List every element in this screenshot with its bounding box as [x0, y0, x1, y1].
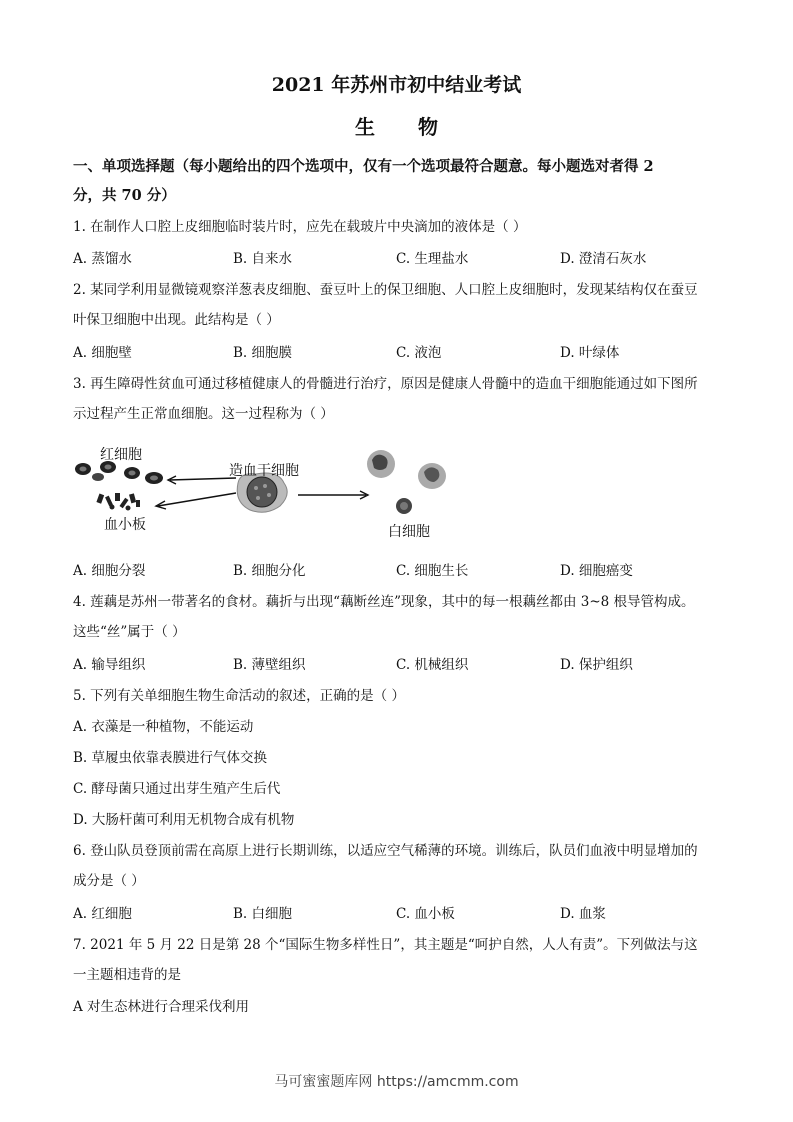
q4-option-a: A. 输导组织 — [73, 657, 146, 673]
q2-option-a: A. 细胞壁 — [73, 345, 132, 361]
question-7-stem-line1: 7. 2021 年 5 月 22 日是第 28 个“国际生物多样性日”，其主题是“呵护自然，人人有责”。下列做法与这 — [73, 937, 698, 953]
q5-option-b: B. 草履虫依靠表膜进行气体交换 — [73, 750, 268, 766]
q7-option-a: A 对生态林进行合理采伐利用 — [73, 999, 250, 1015]
q5-option-d: D. 大肠杆菌可利用无机物合成有机物 — [73, 812, 295, 828]
question-2-stem-line1: 2. 某同学利用显微镜观察洋葱表皮细胞、蚕豆叶上的保卫细胞、人口腔上皮细胞时，发现某结构仅在蚕豆 — [73, 282, 698, 298]
label-stem-cell: 造血干细胞 — [229, 463, 299, 479]
subject-title: 生 物 — [355, 115, 456, 139]
q5-option-a: A. 衣藻是一种植物，不能运动 — [73, 719, 254, 735]
label-white-blood-cell: 白细胞 — [388, 524, 430, 540]
question-5-stem: 5. 下列有关单细胞生物生命活动的叙述，正确的是（ ） — [73, 688, 405, 704]
q3-option-b: B. 细胞分化 — [233, 563, 306, 579]
section-heading-line1: 一、单项选择题（每小题给出的四个选项中，仅有一个选项最符合题意。每小题选对者得 2 — [73, 158, 654, 175]
question-2-stem-line2: 叶保卫细胞中出现。此结构是（ ） — [73, 312, 280, 328]
q3-option-c: C. 细胞生长 — [396, 563, 469, 579]
question-7-stem-line2: 一主题相违背的是 — [73, 967, 181, 983]
q5-option-c: C. 酵母菌只通过出芽生殖产生后代 — [73, 781, 281, 797]
q3-option-a: A. 细胞分裂 — [73, 563, 146, 579]
q4-option-d: D. 保护组织 — [560, 657, 633, 673]
q6-option-b: B. 白细胞 — [233, 906, 293, 922]
question-6-stem-line2: 成分是（ ） — [73, 873, 145, 889]
arrows-left-icon — [156, 476, 236, 509]
platelets-icon — [96, 493, 140, 511]
q1-option-c: C. 生理盐水 — [396, 251, 469, 267]
label-platelet: 血小板 — [104, 517, 146, 533]
label-red-blood-cell: 红细胞 — [100, 447, 142, 463]
blood-cell-diagram — [70, 438, 450, 548]
question-1-stem: 1. 在制作人口腔上皮细胞临时装片时，应先在载玻片中央滴加的液体是（ ） — [73, 219, 527, 235]
q4-option-b: B. 薄壁组织 — [233, 657, 306, 673]
q2-option-c: C. 液泡 — [396, 345, 442, 361]
question-4-stem-line2: 这些“丝”属于（ ） — [73, 624, 186, 640]
question-6-stem-line1: 6. 登山队员登顶前需在高原上进行长期训练，以适应空气稀薄的环境。训练后，队员们血液中明显增加的 — [73, 843, 698, 859]
question-3-stem-line2: 示过程产生正常血细胞。这一过程称为（ ） — [73, 406, 334, 422]
question-3-stem-line1: 3. 再生障碍性贫血可通过移植健康人的骨髓进行治疗，原因是健康人骨髓中的造血干细胞能通过如下图所 — [73, 376, 698, 392]
red-blood-cells-icon — [75, 461, 163, 484]
white-blood-cells-icon — [367, 450, 446, 514]
arrow-right-icon — [298, 491, 368, 499]
exam-title: 2021 年苏州市初中结业考试 — [271, 74, 522, 96]
q2-option-d: D. 叶绿体 — [560, 345, 620, 361]
q1-option-d: D. 澄清石灰水 — [560, 251, 647, 267]
q6-option-c: C. 血小板 — [396, 906, 455, 922]
q4-option-c: C. 机械组织 — [396, 657, 469, 673]
footer-watermark[interactable]: 马可蜜蜜题库网 https://amcmm.com — [274, 1074, 519, 1090]
q1-option-b: B. 自来水 — [233, 251, 293, 267]
q3-option-d: D. 细胞癌变 — [560, 563, 633, 579]
section-heading-line2: 分，共 70 分） — [73, 187, 176, 204]
q6-option-d: D. 血浆 — [560, 906, 606, 922]
q1-option-a: A. 蒸馏水 — [73, 251, 132, 267]
q2-option-b: B. 细胞膜 — [233, 345, 293, 361]
question-4-stem-line1: 4. 莲藕是苏州一带著名的食材。藕折与出现“藕断丝连”现象，其中的每一根藕丝都由 3~8 根导管构成。 — [73, 594, 695, 610]
q6-option-a: A. 红细胞 — [73, 906, 132, 922]
